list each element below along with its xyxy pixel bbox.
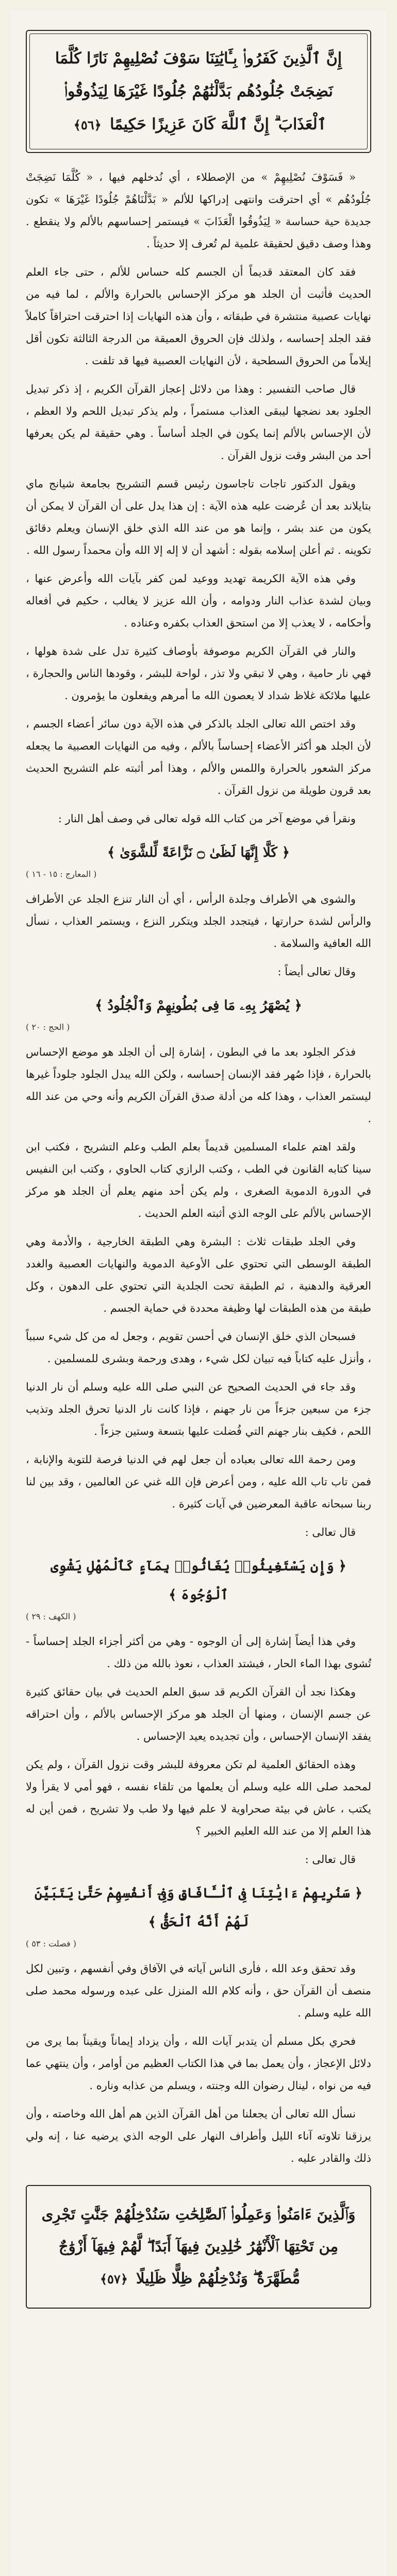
quote-reference: ( المعارج : ١٥ - ١٦ ) (26, 869, 97, 879)
document-page (10, 10, 387, 2576)
paragraph: فحري بكل مسلم أن يتدبر آيات الله ، وأن يزداد إيماناً ويقيناً بما يرى من دلائل الإعجاز ، وأن يعمل بما في هذا الكتاب العظيم من أوامر ، وأن ينتهي عما فيه من نواه ، لينال رضوان الله وجنته ، ويسلم من عذابه وناره . (26, 2035, 371, 2092)
paragraph: ونقرأ في موضع آخر من كتاب الله قوله تعالى في وصف أهل النار : (58, 812, 356, 825)
quote-reference: ( الحج : ٢٠ ) (26, 1022, 70, 1032)
quran-quote: ﴿ وَإِن يَسْتَغِيثُوا۟ يُغَاثُوا۟ بِمَآءٍ كَٱلْمُهْلِ يَشْوِى ٱلْوُجُوهَ ﴾ (51, 1558, 346, 1603)
paragraph: وهكذا نجد أن القرآن الكريم قد سبق العلم الحديث في بيان حقائق كثيرة عن جسم الإنسان ، ومنها أن الجلد هو مركز الإحساس بالألم ، وأن احتراقه يفقد الإنسان الإحساس ، وأن تجديده يعيد الإحساس . (26, 1686, 371, 1742)
paragraph: وفي هذا أيضاً إشارة إلى أن الوجوه - وهي من أكثر أجزاء الجلد إحساساً - تُشوى بهذا الماء الحار ، فيشتد العذاب ، نعوذ بالله من ذلك . (26, 1635, 371, 1670)
header-verse-number: ﴿٥٦﴾ (73, 117, 102, 132)
paragraph: وقد جاء في الحديث الصحيح عن النبي صلى الله عليه وسلم أن نار الدنيا جزء من سبعين جزءاً من نار جهنم ، فإذا كانت نار الدنيا تحرق الجلد وتذيب اللحم ، فكيف بنار جهنم التي فُضلت عليها بتسعة وستين جزءاً . (26, 1381, 371, 1437)
paragraph: والشوى هي الأطراف وجلدة الرأس ، أي أن النار تنزع الجلد عن الأطراف والرأس لشدة حرارتها ، فيتجدد الجلد ويتكرر النزع ، ويستمر العذاب ، نسأل الله العافية والسلامة . (26, 893, 371, 950)
paragraph: والنار في القرآن الكريم موصوفة بأوصاف كثيرة تدل على شدة هولها ، فهي نار حامية ، وهي لا تبقي ولا تذر ، لواحة للبشر ، وقودها الناس والحجارة ، عليها ملائكة غلاظ شداد لا يعصون الله ما أمرهم ويفعلون ما يؤمرون . (26, 645, 371, 702)
paragraph: « فَسَوْفَ نُصْلِيهِمْ » من الإصطلاء ، أي نُدخلهم فيها ، « كُلَّمَا نَضِجَتْ جُلُودُهُم » أي احترقت وانتهى إدراكها للألم « بَدَّلْنَاهُمْ جُلُودًا غَيْرَهَا » تكون جديدة حية حساسة « لِيَذُوقُوا الْعَذَابَ » فيستمر إحساسهم بالألم ولا ينقطع . وهذا وصف دقيق لحقيقة علمية لم تُعرف إلا حديثاً . (26, 171, 371, 250)
paragraph: نسأل الله تعالى أن يجعلنا من أهل القرآن الذين هم أهل الله وخاصته ، وأن يرزقنا تلاوته آناء الليل وأطراف النهار على الوجه الذي يرضيه عنا ، إنه ولي ذلك والقادر عليه . (26, 2108, 371, 2164)
paragraph: قال تعالى : (305, 1853, 356, 1866)
paragraph: ويقول الدكتور تاجات تاجاسون رئيس قسم التشريح بجامعة شيانج ماي بتايلاند بعد أن عُرضت عليه هذه الآية : إن هذا يدل على أن القرآن لا يمكن أن يكون من عند بشر ، وإنما هو من عند الله الذي خلق الإنسان ويعلم دقائق تكوينه . ثم أعلن إسلامه بقوله : أشهد أن لا إله إلا الله وأن محمداً رسول الله . (26, 478, 371, 556)
paragraph: فذكر الجلود بعد ما في البطون ، إشارة إلى أن الجلد هو موضع الإحساس بالحرارة ، فإذا صُهر فقد الإنسان إحساسه ، ولكن الله يبدل الجلود جلوداً غيرها ليستمر العذاب ، وهذا كله من أدلة صدق القرآن الكريم وأنه وحي من عند الله . (26, 1046, 371, 1125)
paragraph: ولقد اهتم علماء المسلمين قديماً بعلم الطب وعلم التشريح ، فكتب ابن سينا كتابه القانون في الطب ، وكتب الرازي كتاب الحاوي ، وكتب ابن النفيس في الدورة الدموية الصغرى ، ولم يكن أحد منهم يعلم أن الجلد هو مركز الإحساس بالألم على الوجه الذي أثبته العلم الحديث . (26, 1141, 371, 1219)
paragraph: فسبحان الذي خلق الإنسان في أحسن تقويم ، وجعل له من كل شيء سبباً ، وأنزل عليه كتاباً فيه تبيان لكل شيء ، وهدى ورحمة وبشرى للمسلمين . (26, 1330, 371, 1365)
paragraph: وقد تحقق وعد الله ، فأرى الناس آياته في الآفاق وفي أنفسهم ، وتبين لكل منصف أن القرآن حق ، وأنه كلام الله المنزل على عبده ورسوله محمد صلى الله عليه وسلم . (26, 1962, 371, 2019)
quote-reference: ( فصلت : ٥٣ ) (26, 1939, 76, 1948)
quran-quote: ﴿ كَلَّا إِنَّهَا لَظَىٰ ۝ نَزَّاعَةً لِّلشَّوَىٰ ﴾ (107, 845, 290, 860)
closing-verse-text: وَٱلَّذِينَ ءَامَنُوا۟ وَعَمِلُوا۟ ٱلصَّٰلِحَٰتِ سَنُدْخِلُهُمْ جَنَّٰتٍ تَجْرِى مِن تَحْتِهَا ٱلْأَنْهَٰرُ خَٰلِدِينَ فِيهَآ أَبَدًا ۖ لَّهُمْ فِيهَآ أَزْوَٰجٌ مُّطَهَّرَةٌ ۖ وَنُدْخِلُهُمْ ظِلًّا ظَلِيلًا (41, 2206, 356, 2287)
paragraph: وقد اختص الله تعالى الجلد بالذكر في هذه الآية دون سائر أعضاء الجسم ، لأن الجلد هو أكثر الأعضاء إحساساً بالألم ، وفيه من النهايات العصبية ما يجعله مركز الشعور بالحرارة واللمس والألم ، وهذا أمر أثبته علم التشريح الحديث بعد قرون طويلة من نزول القرآن . (26, 718, 371, 796)
quran-quote: ﴿ سَنُرِيهِمْ ءَايَٰتِنَا فِى ٱلْـَٔافَاقِ وَفِىٓ أَنفُسِهِمْ حَتَّىٰ يَتَبَيَّنَ لَهُمْ أَنَّهُ ٱلْحَقُّ ﴾ (34, 1886, 363, 1930)
paragraph: وفي هذه الآية الكريمة تهديد ووعيد لمن كفر بآيات الله وأعرض عنها ، وبيان لشدة عذاب النار ودوامه ، وأن الله عزيز لا يغالب ، حكيم في أفعاله وأحكامه ، لا يعذب إلا من استحق العذاب بكفره وعناده . (26, 572, 371, 629)
closing-verse-frame (26, 2185, 371, 2309)
header-verse (40, 42, 357, 142)
paragraph: وفي الجلد طبقات ثلاث : البشرة وهي الطبقة الخارجية ، والأدمة وهي الطبقة الوسطى التي تحتوي على الأوعية الدموية والنهايات العصبية والغدد العرقية والدهنية ، ثم الطبقة تحت الجلدية التي تحتوي على الدهون ، وكل طبقة من هذه الطبقات لها وظيفة محددة في حماية الجسم . (26, 1235, 371, 1314)
closing-verse (40, 2198, 357, 2295)
paragraph: ومن رحمة الله تعالى بعباده أن جعل لهم في الدنيا فرصة للتوبة والإنابة ، فمن تاب تاب الله عليه ، ومن أعرض فإن الله غني عن العالمين ، وقد بين لنا ربنا سبحانه عاقبة المعرضين في آيات كثيرة . (26, 1453, 371, 1510)
paragraph: فقد كان المعتقد قديماً أن الجسم كله حساس للألم ، حتى جاء العلم الحديث فأثبت أن الجلد هو مركز الإحساس بالحرارة والألم ، لما فيه من نهايات عصبية منتشرة في طبقاته ، وأن هذه النهايات إذا احترقت احتراقاً كاملاً فقد الجلد إحساسه ، ولذلك فإن الحروق العميقة من الدرجة الثالثة تكون أقل إيلاماً من الحروق السطحية ، لأن النهايات العصبية فيها قد تلفت . (26, 266, 371, 367)
paragraph: وهذه الحقائق العلمية لم تكن معروفة للبشر وقت نزول القرآن ، ولم يكن لمحمد صلى الله عليه وسلم أن يعلمها من تلقاء نفسه ، فهو أمي لا يقرأ ولا يكتب ، عاش في بيئة صحراوية لا علم فيها ولا طب ولا تشريح ، فمن أين له هذا العلم إلا من عند الله العليم الخبير ؟ (26, 1758, 371, 1837)
closing-verse-number: ﴿٥٧﴾ (100, 2272, 128, 2286)
quran-quote: ﴿ يُصْهَرُ بِهِۦ مَا فِى بُطُونِهِمْ وَٱلْجُلُودُ ﴾ (95, 998, 302, 1013)
header-verse-text: إِنَّ ٱلَّذِينَ كَفَرُوا۟ بِـَٔايَٰتِنَا سَوْفَ نُصْلِيهِمْ نَارًا كُلَّمَا نَضِجَتْ جُلُودُهُم بَدَّلْنَٰهُمْ جُلُودًا غَيْرَهَا لِيَذُوقُوا۟ ٱلْعَذَابَ ۗ إِنَّ ٱللَّهَ كَانَ عَزِيزًا حَكِيمًا (55, 49, 342, 133)
paragraph: قال صاحب التفسير : وهذا من دلائل إعجاز القرآن الكريم ، إذ ذكر تبديل الجلود بعد نضجها ليبقى العذاب مستمراً ، ولم يذكر تبديل اللحم ولا العظم ، لأن الإحساس بالألم إنما يكون في الجلد أساساً . وهي حقيقة لم يكن يعرفها أحد من البشر وقت نزول القرآن . (26, 383, 371, 462)
header-verse-frame (26, 30, 371, 153)
paragraph: قال تعالى : (305, 1526, 356, 1538)
quote-reference: ( الكهف : ٢٩ ) (26, 1612, 76, 1621)
paragraph: وقال تعالى أيضاً : (277, 965, 356, 978)
